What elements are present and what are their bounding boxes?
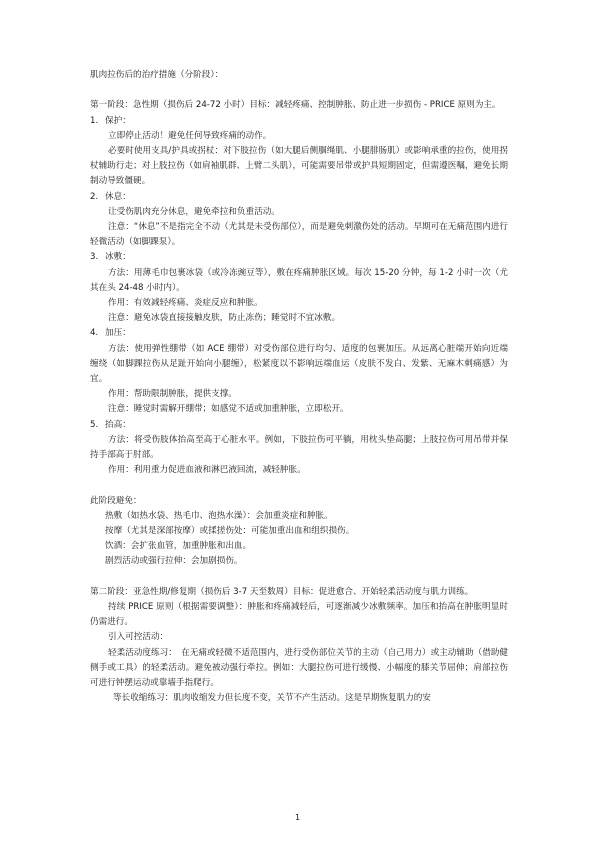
numbered-item (90, 418, 508, 433)
item-line: 作用：利用重力促进血液和淋巴液回流，减轻肿胀。 (108, 465, 306, 476)
item-line: 方法：用薄毛巾包裹冰袋（或冷冻豌豆等），敷在疼痛肿胀区域。每次 15-20 分钟，每 1-2 小时一次（尤其在头 24-48 小时内）。 (90, 267, 508, 293)
item-heading: 抬高： (105, 419, 131, 430)
item-line: 作用：有效减轻疼痛、炎症反应和肿胀。 (108, 298, 263, 309)
stage2-subitem: 轻柔活动度练习： 在无痛或轻微不适范围内，进行受伤部位关节的主动（自己用力）或主动辅助（借助健侧手或工具）的轻柔活动。避免被动强行牵拉。例如：大腿拉伤可进行缓慢、小幅度的膝关节屈伸；肩部拉伤可进行钟摆运动或靠墙手指爬行。 (90, 647, 508, 689)
stage2-subitem: 等长收缩练习：肌肉收缩发力但长度不变，关节不产生活动。这是早期恢复肌力的安 (113, 693, 431, 704)
stage2-intro: 第二阶段：亚急性期/修复期（损伤后 3-7 天至数周）目标：促进愈合、开始轻柔活动度与肌力训练。 (90, 586, 474, 597)
item-line: 作用：帮助限制肿胀，提供支撑。 (108, 389, 237, 400)
item-number: 5. (90, 419, 99, 430)
item-number: 3. (90, 252, 99, 263)
document-body (90, 68, 508, 706)
item-line: 注意：“休息”不是指完全不动（尤其是未受伤部位），而是避免刺激伤处的活动。早期可在无痛范围内进行轻微活动（如脚踝泵）。 (90, 222, 508, 248)
document-title: 肌肉拉伤后的治疗措施（分阶段）： (90, 70, 224, 80)
item-line: 让受伤肌肉充分休息，避免牵拉和负重活动。 (108, 206, 280, 217)
numbered-item (90, 250, 508, 265)
stage1-items (90, 114, 508, 479)
item-heading: 加压： (105, 328, 131, 339)
numbered-item (90, 114, 508, 129)
item-line: 方法：使用弹性绷带（如 ACE 绷带）对受伤部位进行均匀、适度的包裹加压。从远离心脏端开始向近端缠绕（如脚踝拉伤从足趾开始向小腿缠），松紧度以不影响远端血运（皮肤不发白、发紫、无麻木刺痛感）为宜。 (90, 343, 508, 385)
item-heading: 保护： (105, 115, 131, 126)
numbered-item (90, 190, 508, 205)
stage2-line: 引入可控活动： (108, 632, 169, 643)
item-heading: 冰敷： (105, 252, 131, 263)
avoid-heading: 此阶段避免： (90, 495, 142, 506)
avoid-item: 饮酒：会扩张血管，加重肿胀和出血。 (105, 541, 252, 552)
item-number: 2. (90, 191, 99, 202)
item-number: 1. (90, 115, 99, 126)
item-line: 必要时使用支具/护具或拐杖：对下肢拉伤（如大腿后侧腘绳肌、小腿腓肠肌）或影响承重的拉伤，使用拐杖辅助行走；对上肢拉伤（如肩袖肌群、上臂二头肌），可能需要吊带或护具短期固定，但需遵医嘱，避免长期制动导致僵硬。 (90, 146, 508, 187)
avoid-item: 剧烈活动或强行拉伸：会加剧损伤。 (105, 556, 243, 567)
item-line: 注意：避免冰袋直接接触皮肤，防止冻伤；睡觉时不宜冰敷。 (108, 313, 341, 324)
page-number: 1 (294, 813, 301, 822)
avoid-item: 热敷（如热水袋、热毛巾、泡热水澡）：会加重炎症和肿胀。 (105, 510, 333, 521)
stage2-line: 持续 PRICE 原则（根据需要调整）：肿胀和疼痛减轻后，可逐渐减少冰敷频率。加压和抬高在肿胀明显时仍需进行。 (90, 602, 508, 628)
numbered-item (90, 326, 508, 341)
item-heading: 休息： (105, 191, 131, 202)
item-line: 方法：将受伤肢体抬高至高于心脏水平。例如，下肢拉伤可平躺，用枕头垫高腿；上肢拉伤可用吊带并保持手部高于肘部。 (90, 434, 508, 461)
stage1-intro: 第一阶段：急性期（损伤后 24-72 小时）目标：减轻疼痛、控制肿胀、防止进一步损伤 - PRICE 原则为主。 (90, 100, 501, 111)
item-line: 立即停止活动！避免任何导致疼痛的动作。 (108, 130, 272, 141)
item-number: 4. (90, 328, 99, 339)
avoid-item: 按摩（尤其是深部按摩）或揉搓伤处：可能加重出血和组织损伤。 (105, 526, 355, 537)
item-line: 注意：睡觉时需解开绷带；如感觉不适或加重肿胀，立即松开。 (108, 404, 349, 415)
